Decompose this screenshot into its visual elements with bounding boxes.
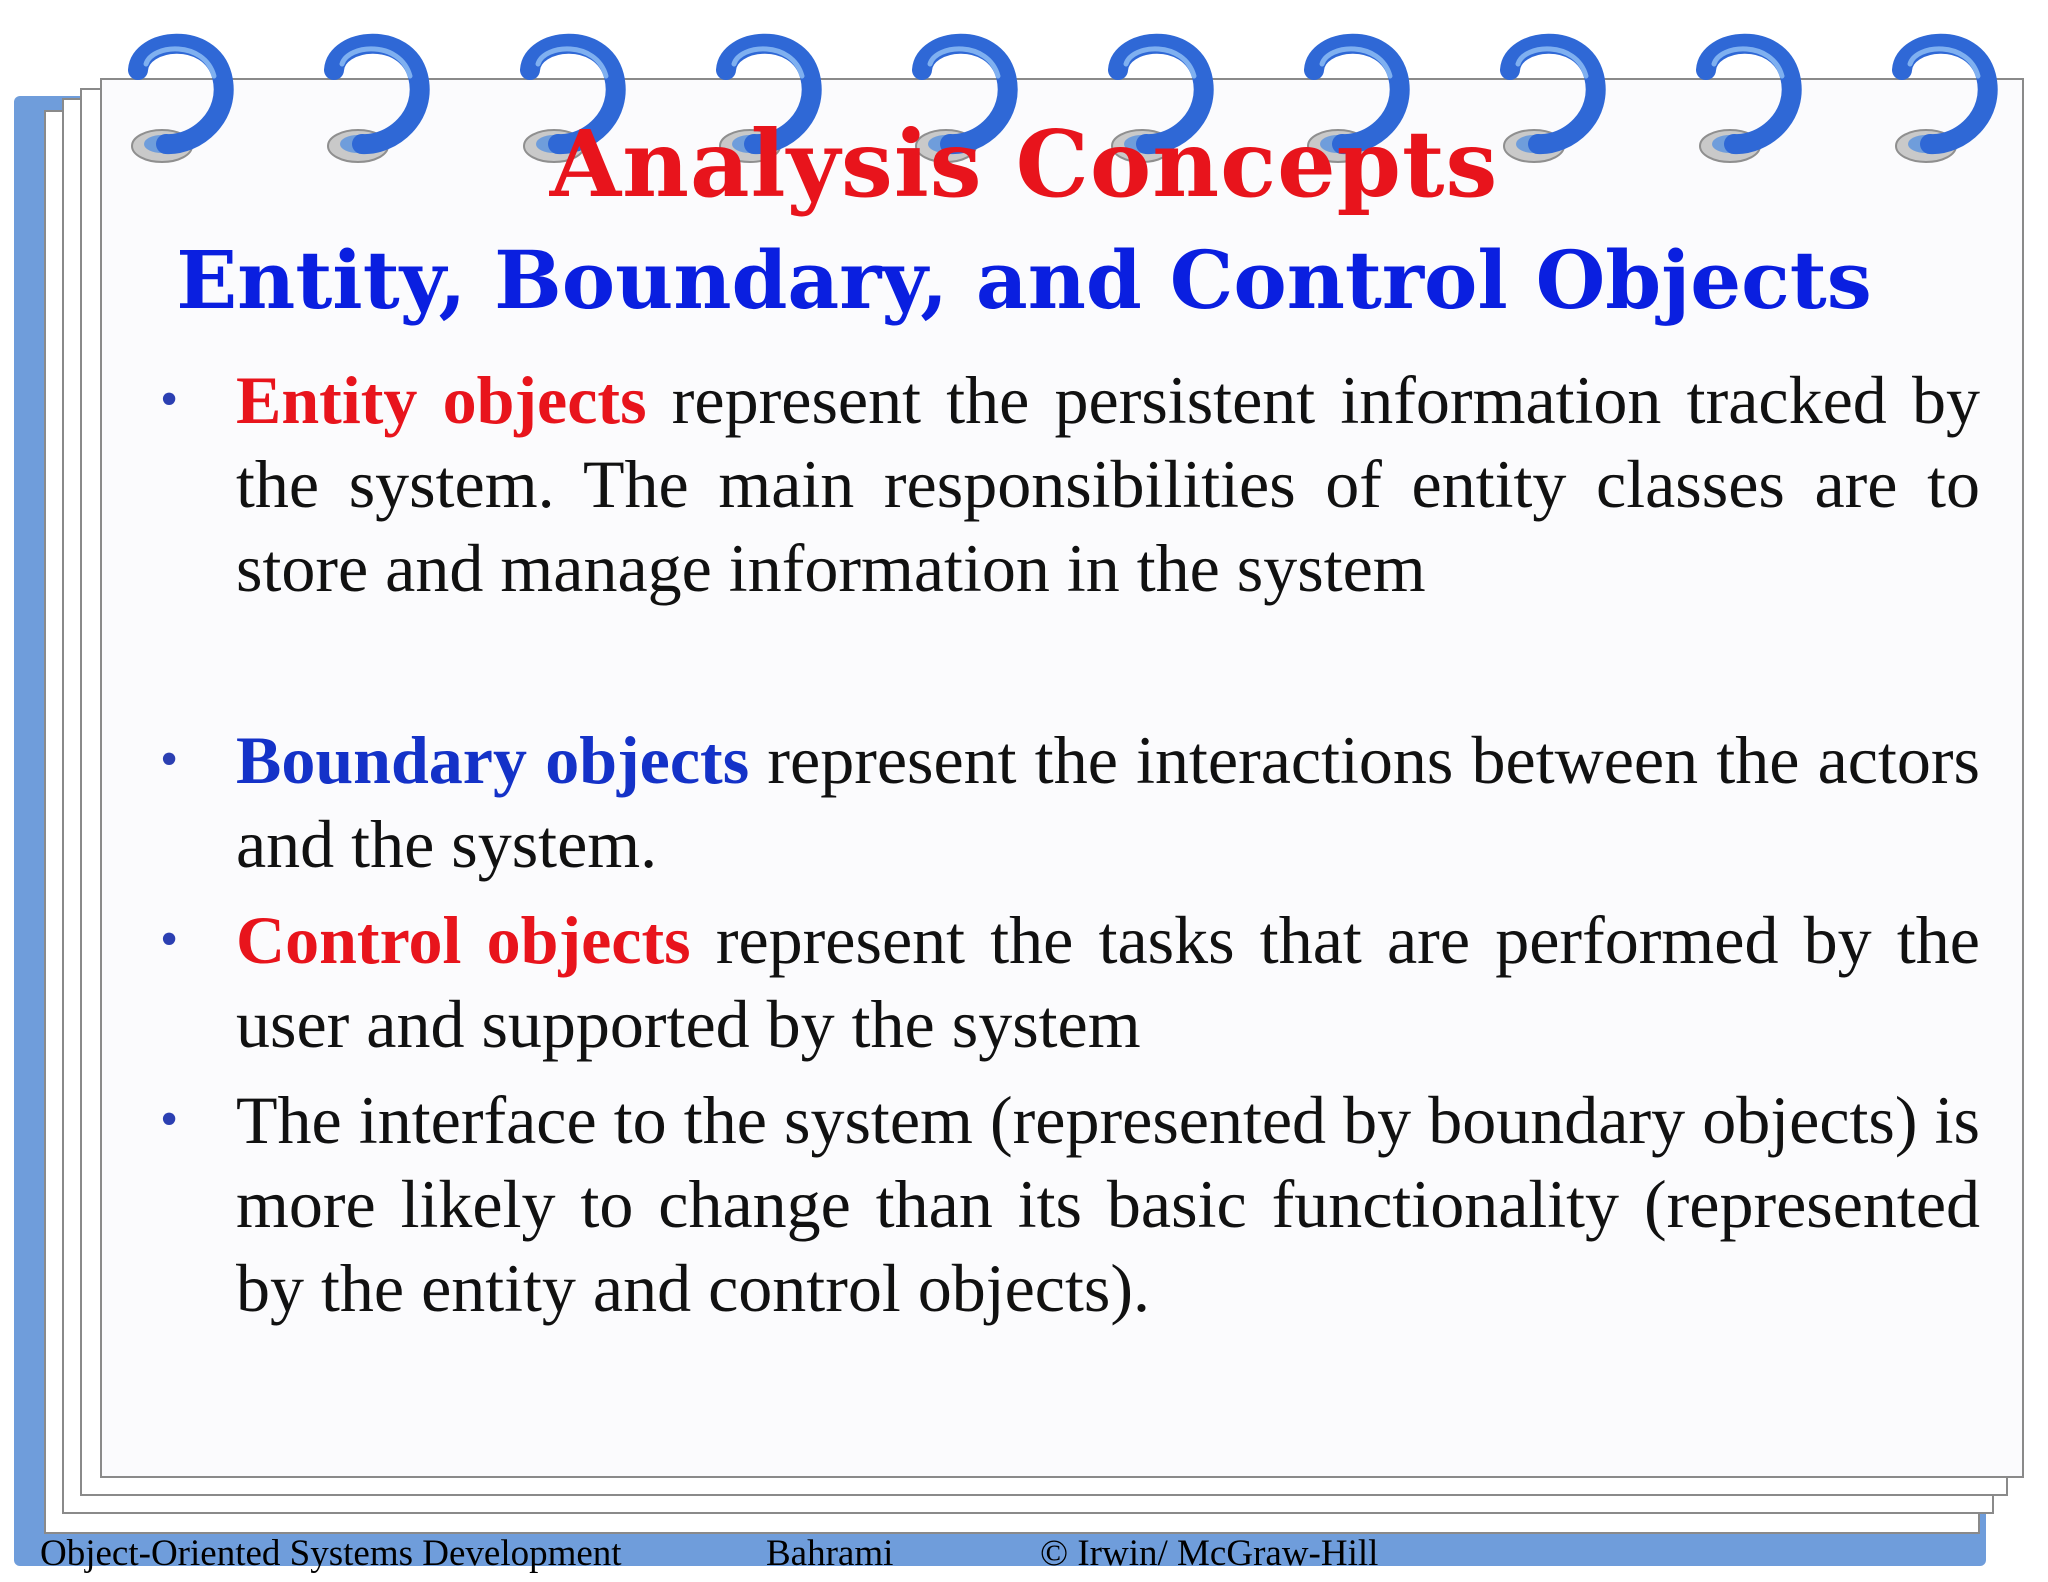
bullet-item-boundary (160, 718, 1980, 886)
bullet-emphasis: Boundary objects (236, 722, 750, 798)
bullet-item-interface (160, 1078, 1980, 1330)
slide-title: Analysis Concepts (549, 110, 1499, 218)
slide-footer (40, 1526, 2000, 1582)
footer-course: Object-Oriented Systems Development (40, 1533, 622, 1574)
slide-subtitle: Entity, Boundary, and Control Objects (176, 233, 1872, 327)
footer-author: Bahrami (766, 1533, 894, 1574)
bullet-emphasis: Entity objects (236, 362, 647, 438)
footer-publisher: © Irwin/ McGraw-Hill (1040, 1533, 1379, 1574)
bullet-icon: • (160, 1091, 179, 1148)
bullet-item-control (160, 898, 1980, 1066)
bullet-icon: • (160, 911, 179, 968)
bullet-emphasis: Control objects (236, 902, 691, 978)
bullet-icon: • (160, 731, 179, 788)
bullet-text: represent the persistent information tracked by the system. The main responsibilities of entity classes are to store and manage information in the system (236, 362, 1981, 606)
bullet-list (160, 358, 1980, 1330)
bullet-icon: • (160, 371, 179, 428)
bullet-text: represent the interactions between the actors and the system. (236, 722, 1980, 882)
bullet-text: represent the tasks that are performed by the user and supported by the system (236, 902, 1980, 1062)
bullet-text: The interface to the system (represented by boundary objects) is more likely to change than its basic functionality (represented by the entity and control objects). (236, 1082, 1980, 1326)
bullet-item-entity (160, 358, 1980, 610)
